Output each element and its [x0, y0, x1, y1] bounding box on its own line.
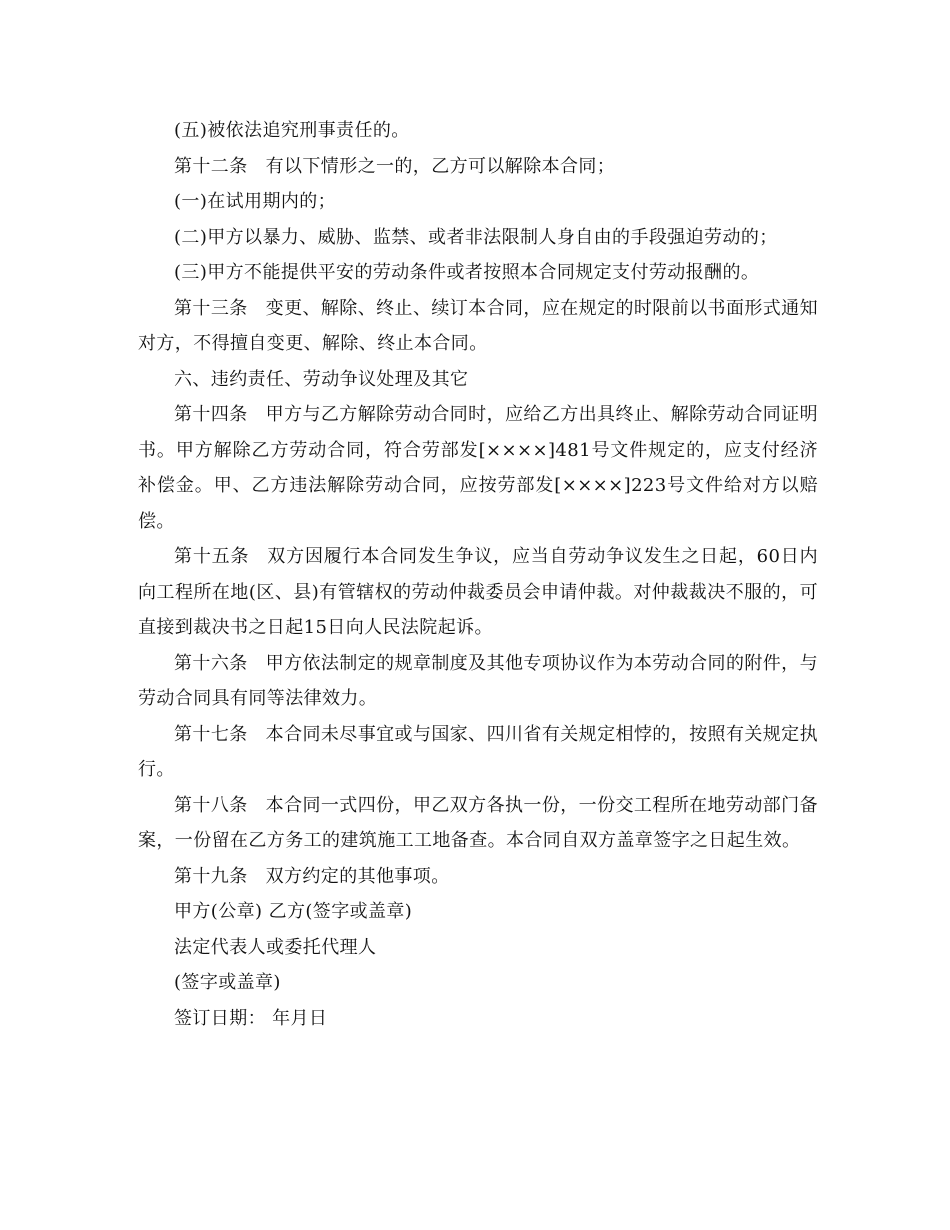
signature-representative-line [138, 930, 818, 966]
signature-seal-line [138, 965, 818, 1001]
paragraph-article-12 [138, 149, 818, 185]
paragraph-text: (五)被依法追究刑事责任的。 [174, 120, 410, 141]
section-heading-6 [138, 362, 818, 398]
paragraph-text: (二)甲方以暴力、威胁、监禁、或者非法限制人身自由的手段强迫劳动的； [174, 226, 778, 248]
paragraph-text: 签订日期： 年月日 [174, 1007, 328, 1029]
paragraph-article-18 [138, 788, 818, 859]
paragraph-clause-5-item [138, 113, 818, 149]
article-label: 第十六条 [174, 652, 248, 674]
paragraph-text: 本合同未尽事宜或与国家、四川省有关规定相悖的，按照有关规定执行。 [138, 723, 818, 780]
paragraph-article-17 [138, 717, 818, 788]
paragraph-text: (三)甲方不能提供平安的劳动条件或者按照本合同规定支付劳动报酬的。 [174, 262, 760, 283]
article-label: 第十四条 [174, 404, 248, 425]
paragraph-text: 甲方(公章) 乙方(签字或盖章) [174, 901, 413, 922]
paragraph-article-13 [138, 291, 818, 362]
article-label: 第十三条 [174, 297, 248, 319]
paragraph-text: (一)在试用期内的； [174, 191, 337, 212]
paragraph-article-14 [138, 397, 818, 539]
paragraph-article-16 [138, 646, 818, 717]
contract-body [138, 113, 818, 1036]
paragraph-article-12-item-3 [138, 255, 818, 291]
paragraph-text: 双方因履行本合同发生争议，应当自劳动争议发生之日起，60日内向工程所在地(区、县)有管辖权的劳动仲裁委员会申请仲裁。对仲裁裁决不服的，可直接到裁决书之日起15日向人民法院起诉。 [138, 546, 818, 638]
paragraph-text: 本合同一式四份，甲乙双方各执一份，一份交工程所在地劳动部门备案，一份留在乙方务工的建筑施工工地备查。本合同自双方盖章签字之日起生效。 [138, 794, 818, 851]
paragraph-text: 法定代表人或委托代理人 [174, 936, 377, 958]
article-label: 第十九条 [174, 865, 248, 887]
paragraph-article-15 [138, 539, 818, 646]
paragraph-text: 变更、解除、终止、续订本合同，应在规定的时限前以书面形式通知对方，不得擅自变更、解除、终止本合同。 [138, 297, 818, 354]
paragraph-text: 双方约定的其他事项。 [265, 865, 450, 887]
paragraph-text: (签字或盖章) [174, 972, 281, 993]
paragraph-article-19 [138, 859, 818, 895]
signature-parties-line [138, 894, 818, 930]
paragraph-text: 甲方依法制定的规章制度及其他专项协议作为本劳动合同的附件，与劳动合同具有同等法律效力。 [138, 652, 818, 709]
paragraph-article-12-item-2 [138, 220, 818, 256]
article-label: 第十二条 [174, 155, 248, 177]
paragraph-text: 甲方与乙方解除劳动合同时，应给乙方出具终止、解除劳动合同证明书。甲方解除乙方劳动合同，符合劳部发[××××]481号文件规定的，应支付经济补偿金。甲、乙方违法解除劳动合同，应按劳部发[××××]223号文件给对方以赔偿。 [138, 404, 818, 532]
signing-date-line [138, 1001, 818, 1037]
paragraph-article-12-item-1 [138, 184, 818, 220]
paragraph-text: 有以下情形之一的，乙方可以解除本合同； [265, 155, 616, 177]
article-label: 第十五条 [174, 546, 250, 567]
article-label: 第十八条 [174, 794, 248, 816]
paragraph-text: 六、违约责任、劳动争议处理及其它 [174, 368, 469, 390]
article-label: 第十七条 [174, 723, 248, 745]
